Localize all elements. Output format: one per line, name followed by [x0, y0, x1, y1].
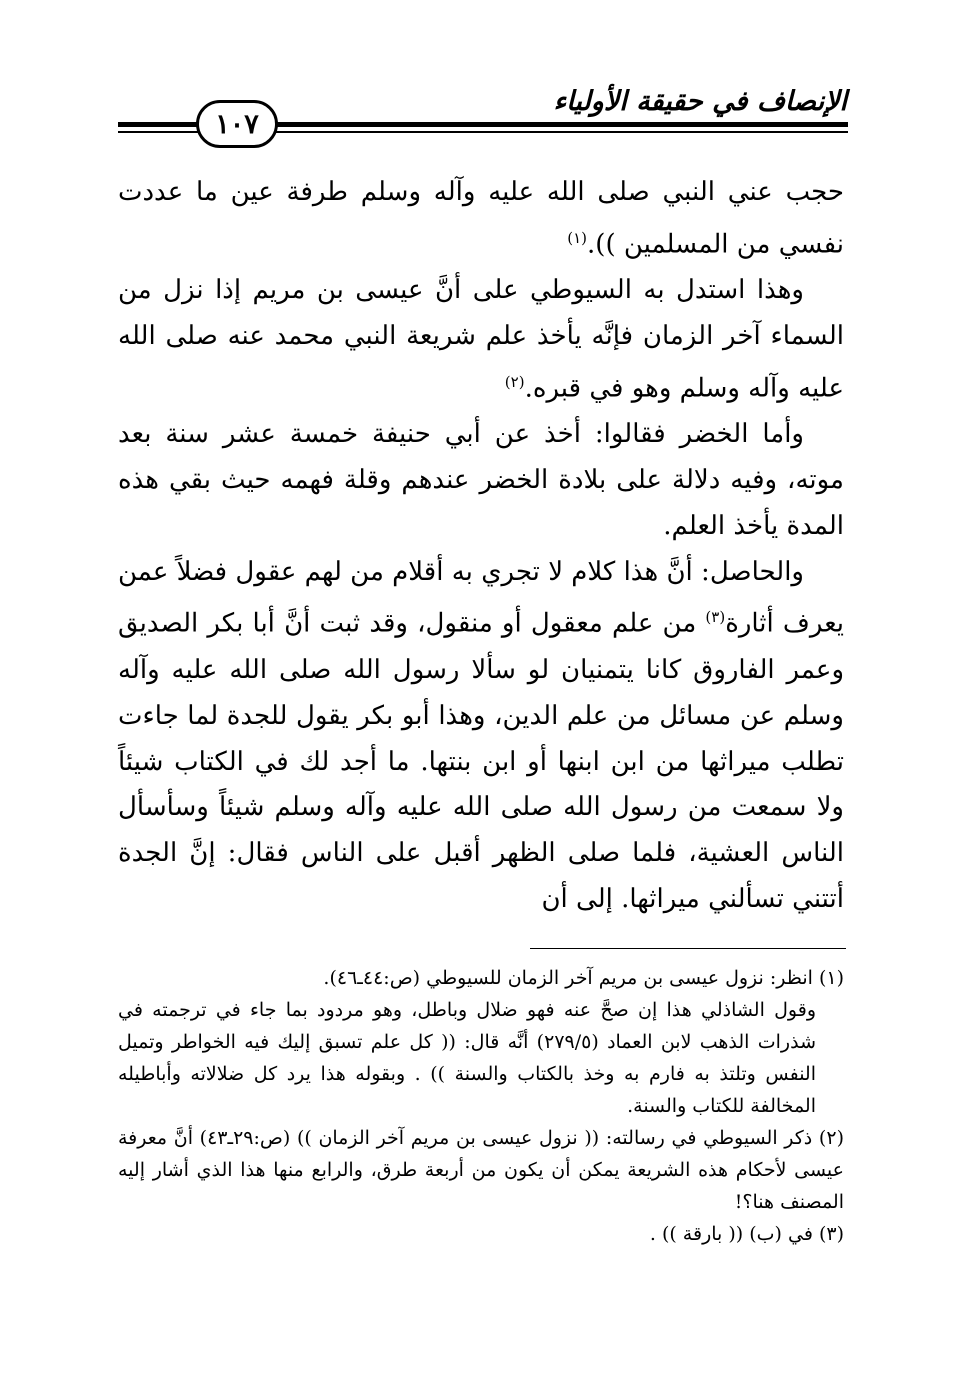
paragraph-3: وأما الخضر فقالوا: أخذ عن أبي حنيفة خمسة عشر سنة بعد موته، وفيه دلالة على بلادة الخضر عندهم وقلة فهمه حيث بقي هذه المدة يأخذ العلم.	[118, 419, 844, 541]
footnote-separator	[530, 948, 846, 949]
paragraph-2-text: وهذا استدل به السيوطي على أنَّ عيسى بن مريم إذا نزل من السماء آخر الزمان فإنَّه يأخذ علم شريعة النبي محمد عنه صلى الله عليه وآله وسلم وهو في قبره.	[118, 275, 844, 404]
footnote-ref-3: (٣)	[705, 608, 726, 627]
paragraph-4-text-a: والحاصل: أنَّ هذا كلام لا تجري به أقلام من لهم عقول فضلاً عمن يعرف أثارة	[118, 556, 845, 640]
paragraph-4-text-b: من علم معقول أو منقول، وقد ثبت أنَّ أبا بكر الصديق وعمر الفاروق كانا يتمنيان لو سألا رسول الله صلى الله عليه وآله وسلم عن مسائل من علم الدين، وهذا أبو بكر يقول للجدة لما جاءت تطلب ميراثها من ابن ابنها أو ابن بنتها. ما أجد لك في الكتاب شيئاً ولا سمعت من رسول الله صلى الله عليه وآله وسلم شيئاً وسأسأل الناس العشية، فلما صلى الظهر أقبل على الناس فقال: إنَّ الجدة أتتني تسألني ميراثها. إلى أن	[118, 609, 844, 914]
page-number-badge	[196, 100, 278, 148]
footnotes	[118, 962, 844, 1250]
footnote-3: (٣) في (ب) (( بارقة )) .	[649, 1223, 844, 1245]
footnote-2: (٢) ذكر السيوطي في رسالته: (( نزول عيسى بن مريم آخر الزمان )) (ص:٢٩ـ٤٣) أنَّ معرفة عيسى لأحكام هذه الشريعة يمكن أن يكون من أربعة طرق، والرابع منها هذا الذي أشار إليه المصنف هنا؟!	[118, 1127, 844, 1213]
main-text	[118, 170, 844, 923]
paragraph-4	[118, 550, 844, 923]
paragraph-1	[118, 170, 844, 268]
paragraph-1-text: حجب عني النبي صلى الله عليه وآله وسلم طرفة عين ما عددت نفسي من المسلمين )).	[118, 177, 844, 260]
page-number: ١٠٧	[215, 108, 259, 140]
paragraph-2	[118, 268, 844, 412]
footnote-1-continuation: وقول الشاذلي هذا إن صحَّ عنه فهو ضلال وباطل، وهو مردود بما جاء في ترجمته في شذرات الذهب لابن العماد (٢٧٩/٥) أنَّه قال: (( كل علم تسبق إليك فيه الخواطر وتميل النفس وتلتذ به فارم به وخذ بالكتاب والسنة )) . وبقوله هذا يرد كل ضلالاته وأباطيله المخالفة للكتاب والسنة.	[118, 999, 816, 1117]
footnote-ref-1: (١)	[567, 228, 588, 247]
footnote-ref-2: (٢)	[504, 372, 525, 391]
footnote-1: (١) انظر: نزول عيسى بن مريم آخر الزمان للسيوطي (ص:٤٤ـ٤٦).	[323, 967, 844, 989]
running-title: الإنصاف في حقيقة الأولياء	[553, 86, 847, 117]
